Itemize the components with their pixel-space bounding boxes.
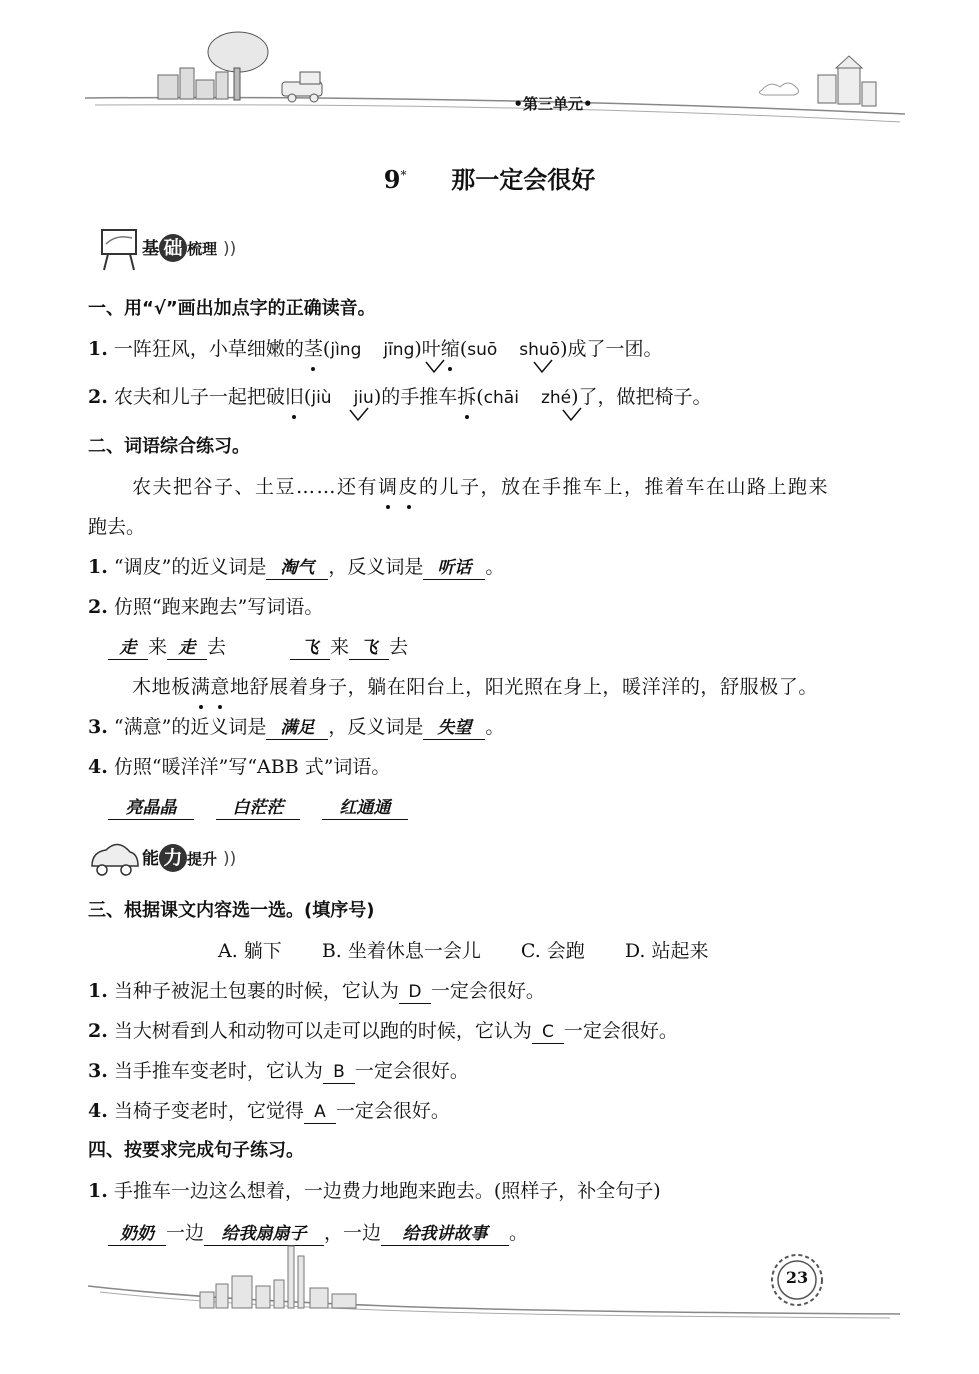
section2-q1: 1. “调皮”的近义词是 淘气 ，反义词是 听话 。 <box>88 556 505 578</box>
section3-q1: 1. 当种子被泥土包裹的时候，它认为 D 一定会很好。 <box>88 980 545 1002</box>
badge-char: 升 <box>202 850 218 868</box>
answer-blank[interactable]: 走 <box>108 637 148 660</box>
option-b: B. 坐着休息一会儿 <box>321 940 481 962</box>
cloud-icon <box>759 83 798 95</box>
answer-blank[interactable]: 亮晶晶 <box>108 797 194 820</box>
pinyin-option: chāi <box>483 388 519 408</box>
option-c: C. 会跑 <box>520 940 585 962</box>
passage2: 木地板满意地舒展着身子，躺在阳台上，阳光照在身上，暖洋洋的，舒服极了。 <box>132 676 819 698</box>
pinyin-option: suō <box>467 340 498 360</box>
section3-q3: 3. 当手推车变老时，它认为 B 一定会很好。 <box>88 1060 469 1082</box>
checkmark-icon <box>532 358 554 374</box>
answer-blank[interactable]: 红通通 <box>322 797 408 820</box>
wave-icon: )) <box>222 239 237 259</box>
section2-heading: 二、词语综合练习。 <box>88 436 250 457</box>
answer-blank[interactable]: B <box>323 1061 355 1084</box>
section1-q2: 2. 农夫和儿子一起把破旧(jiù jiu)的手推车拆(chāi zhé)了，做把椅子。 <box>88 386 712 408</box>
pinyin-option: jīng <box>383 340 415 360</box>
answer-blank[interactable]: 飞 <box>349 637 389 660</box>
ability-badge <box>88 838 288 880</box>
lesson-title <box>0 160 979 195</box>
section3-heading: 三、根据课文内容选一选。(填序号) <box>88 900 375 921</box>
dotted-char: 茎 <box>303 338 323 360</box>
option-d: D. 站起来 <box>624 940 709 962</box>
badge-char: 提 <box>187 850 203 868</box>
section1-heading: 一、用“√”画出加点字的正确读音。 <box>88 298 376 319</box>
dotted-char: 调 <box>378 476 399 498</box>
answer-blank[interactable]: 白茫茫 <box>216 797 300 820</box>
blackboard-icon <box>98 226 146 272</box>
pinyin-option: zhé <box>540 388 572 408</box>
option-a: A. 躺下 <box>218 940 282 962</box>
answer-blank[interactable]: D <box>399 981 431 1004</box>
badge-char: 基 <box>142 239 159 259</box>
pinyin-option: jìng <box>330 340 362 360</box>
answer-blank[interactable]: 淘气 <box>266 557 328 580</box>
wave-icon: )) <box>222 849 237 869</box>
badge-char: 梳 <box>187 240 203 258</box>
footer-decoration <box>0 1240 979 1330</box>
answer-blank[interactable]: A <box>304 1101 336 1124</box>
pinyin-option: jiu <box>353 388 374 408</box>
pinyin-option: jiù <box>311 388 332 408</box>
dotted-char: 拆 <box>457 386 477 408</box>
answer-blank[interactable]: 给我扇扇子 <box>204 1223 324 1246</box>
answer-blank[interactable]: 奶奶 <box>108 1223 166 1246</box>
section2-q4-answers <box>108 794 408 820</box>
bullet-icon: • <box>583 95 593 113</box>
lesson-star: * <box>400 168 407 182</box>
dotted-char: 满 <box>190 676 211 698</box>
dotted-char: 旧 <box>284 386 304 408</box>
section3-q4: 4. 当椅子变老时，它觉得 A 一定会很好。 <box>88 1100 450 1122</box>
section2-q2-answers: 走 来 走 去 飞 来 飞 去 <box>108 634 408 660</box>
city-footer-icon <box>200 1246 356 1308</box>
section2-q3: 3. “满意”的近义词是 满足 ，反义词是 失望 。 <box>88 716 505 738</box>
unit-label: 第三单元 <box>522 95 583 113</box>
answer-blank[interactable]: 满足 <box>266 717 328 740</box>
badge-char: 能 <box>142 849 159 869</box>
badge-char: 理 <box>202 240 218 258</box>
section2-q2: 2. 仿照“跑来跑去”写词语。 <box>88 596 324 618</box>
pinyin-option: shuō <box>519 340 561 360</box>
passage1: 农夫把谷子、土豆……还有调皮的儿子，放在手推车上，推着车在山路上跑来 <box>132 476 830 498</box>
answer-blank[interactable]: 听话 <box>423 557 485 580</box>
section4-heading: 四、按要求完成句子练习。 <box>88 1140 304 1161</box>
dotted-char: 皮 <box>398 476 420 498</box>
answer-blank[interactable]: 给我讲故事 <box>381 1223 509 1246</box>
lesson-title-text: 那一定会很好 <box>451 165 596 194</box>
checkmark-icon <box>348 406 370 422</box>
header-decoration <box>0 30 979 130</box>
badge-char-highlight: 力 <box>159 844 187 872</box>
section3-q2: 2. 当大树看到人和动物可以走可以跑的时候，它认为 C 一定会很好。 <box>88 1020 678 1042</box>
checkmark-icon <box>561 406 583 422</box>
unit-header <box>488 93 618 114</box>
section2-q4: 4. 仿照“暖洋洋”写“ABB 式”词语。 <box>88 756 391 778</box>
dotted-char: 缩 <box>440 338 460 360</box>
answer-blank[interactable]: 失望 <box>423 717 485 740</box>
car-icon <box>88 840 140 878</box>
house-right-icon <box>818 56 876 106</box>
section3-options <box>218 938 708 964</box>
passage1-cont: 跑去。 <box>88 516 146 538</box>
city-left-icon <box>158 68 228 99</box>
checkmark-icon <box>424 358 446 374</box>
page-number: 23 <box>785 1268 809 1287</box>
section4-q1: 1. 手推车一边这么想着，一边费力地跑来跑去。(照样子，补全句子) <box>88 1180 661 1202</box>
lesson-number: 9 <box>383 165 401 194</box>
bullet-icon: • <box>513 95 523 113</box>
answer-blank[interactable]: 走 <box>167 637 207 660</box>
answer-blank[interactable]: C <box>532 1021 564 1044</box>
section1-q1: 1. 一阵狂风，小草细嫩的茎(jìng jīng)叶缩(suō shuō)成了一团。 <box>88 338 663 360</box>
answer-blank[interactable]: 飞 <box>290 637 330 660</box>
dotted-char: 意 <box>210 676 231 698</box>
badge-char-highlight: 础 <box>159 234 187 262</box>
section4-answer: 奶奶 一边 给我扇扇子 ，一边 给我讲故事 。 <box>108 1220 528 1246</box>
basic-badge <box>98 226 278 272</box>
